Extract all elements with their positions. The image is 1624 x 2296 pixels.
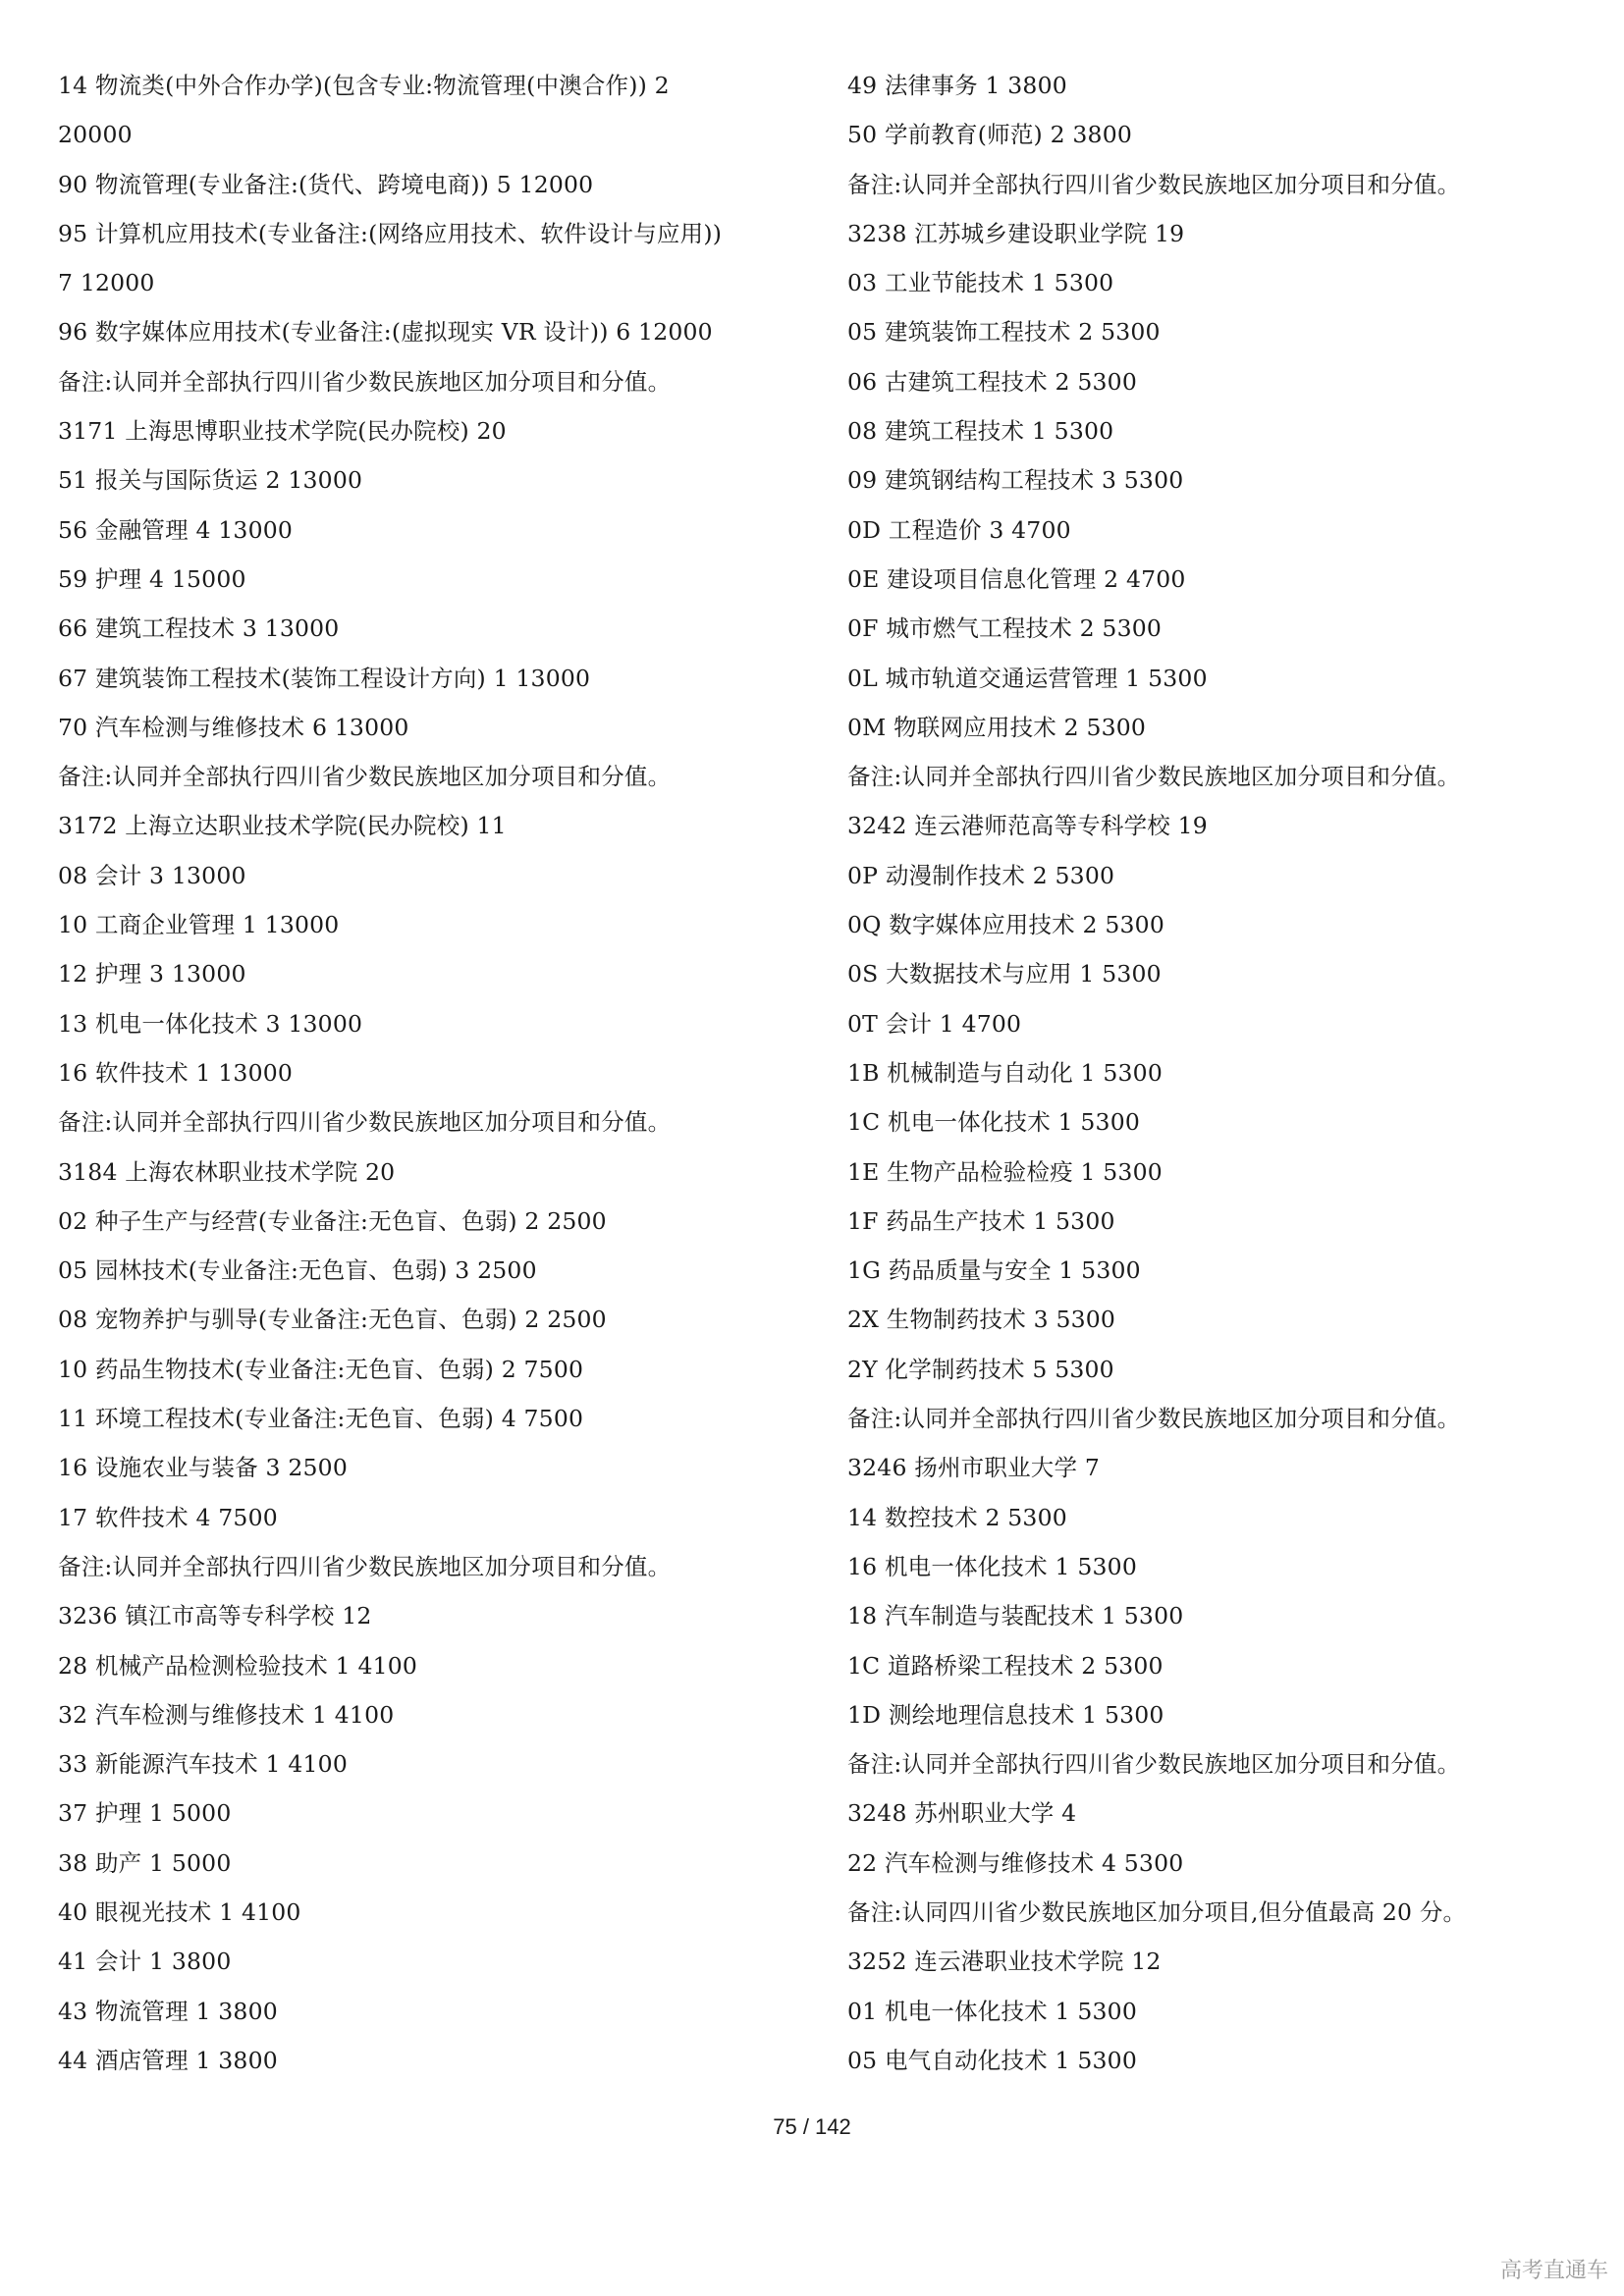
text-line: 0P 动漫制作技术 2 5300 [847,861,1115,889]
watermark-logo: 高考直通车 [1499,2259,1608,2283]
text-line: 01 机电一体化技术 1 5300 [847,1997,1137,2025]
text-line: 2Y 化学制药技术 5 5300 [847,1355,1114,1383]
text-line: 95 计算机应用技术(专业备注:(网络应用技术、软件设计与应用)) [58,219,723,247]
text-line: 16 设施农业与装备 3 2500 [58,1454,348,1482]
text-line: 0F 城市燃气工程技术 2 5300 [847,614,1163,643]
text-line: 3242 连云港师范高等专科学校 19 [847,812,1208,840]
text-line: 3171 上海思博职业技术学院(民办院校) 20 [58,417,507,446]
text-line: 56 金融管理 4 13000 [58,515,294,544]
text-line: 1G 药品质量与安全 1 5300 [847,1256,1141,1285]
text-line: 20000 [58,121,133,149]
text-line: 10 药品生物技术(专业备注:无色盲、色弱) 2 7500 [58,1355,584,1383]
text-line: 14 物流类(中外合作办学)(包含专业:物流管理(中澳合作)) 2 [58,72,670,99]
text-line: 51 报关与国际货运 2 13000 [58,466,363,495]
text-line: 3252 连云港职业技术学院 12 [847,1948,1162,1976]
text-line: 33 新能源汽车技术 1 4100 [58,1750,348,1779]
text-line: 3172 上海立达职业技术学院(民办院校) 11 [58,812,507,840]
text-line: 1E 生物产品检验检疫 1 5300 [847,1157,1163,1186]
text-line: 50 学前教育(师范) 2 3800 [847,121,1133,149]
text-line: 备注:认同并全部执行四川省少数民族地区加分项目和分值。 [58,763,672,791]
text-line: 05 建筑装饰工程技术 2 5300 [847,318,1161,347]
text-line: 1C 道路桥梁工程技术 2 5300 [847,1651,1164,1680]
text-line: 0D 工程造价 3 4700 [847,515,1071,544]
text-line: 16 软件技术 1 13000 [58,1058,294,1087]
text-line: 0T 会计 1 4700 [847,1009,1022,1038]
text-line: 18 汽车制造与装配技术 1 5300 [847,1602,1184,1630]
text-line: 14 数控技术 2 5300 [847,1503,1067,1531]
text-line: 05 电气自动化技术 1 5300 [847,2046,1137,2074]
text-line: 32 汽车检测与维修技术 1 4100 [58,1700,395,1729]
text-line: 22 汽车检测与维修技术 4 5300 [847,1848,1184,1877]
text-line: 3238 江苏城乡建设职业学院 19 [847,219,1185,247]
text-line: 03 工业节能技术 1 5300 [847,269,1114,297]
text-line: 备注:认同并全部执行四川省少数民族地区加分项目和分值。 [58,1552,672,1580]
text-line: 2X 生物制药技术 3 5300 [847,1306,1116,1334]
text-line: 08 建筑工程技术 1 5300 [847,417,1114,446]
text-line: 备注:认同并全部执行四川省少数民族地区加分项目和分值。 [847,1405,1461,1433]
text-line: 备注:认同并全部执行四川省少数民族地区加分项目和分值。 [847,1750,1461,1779]
text-line: 1C 机电一体化技术 1 5300 [847,1108,1140,1137]
text-line: 96 数字媒体应用技术(专业备注:(虚拟现实 VR 设计)) 6 12000 [58,318,713,347]
text-line: 67 建筑装饰工程技术(装饰工程设计方向) 1 13000 [58,664,591,692]
text-line: 3246 扬州市职业大学 7 [847,1454,1100,1482]
text-line: 37 护理 1 5000 [58,1799,232,1828]
text-line: 43 物流管理 1 3800 [58,1997,278,2025]
text-line: 08 会计 3 13000 [58,861,246,889]
text-line: 12 护理 3 13000 [58,960,246,988]
text-line: 44 酒店管理 1 3800 [58,2046,278,2074]
text-line: 备注:认同四川省少数民族地区加分项目,但分值最高 20 分。 [847,1897,1467,1926]
left-column [58,61,804,2085]
text-line: 3248 苏州职业大学 4 [847,1799,1077,1828]
text-line: 0M 物联网应用技术 2 5300 [847,713,1147,741]
text-line: 0S 大数据技术与应用 1 5300 [847,960,1162,988]
text-line: 90 物流管理(专业备注:(货代、跨境电商)) 5 12000 [58,170,594,198]
text-line: 13 机电一体化技术 3 13000 [58,1009,363,1038]
text-line: 备注:认同并全部执行四川省少数民族地区加分项目和分值。 [58,1108,672,1137]
text-line: 0E 建设项目信息化管理 2 4700 [847,564,1186,593]
text-line: 02 种子生产与经营(专业备注:无色盲、色弱) 2 2500 [58,1206,607,1235]
text-line: 49 法律事务 1 3800 [847,72,1067,99]
text-line: 11 环境工程技术(专业备注:无色盲、色弱) 4 7500 [58,1405,584,1433]
text-line: 40 眼视光技术 1 4100 [58,1897,301,1926]
text-line: 备注:认同并全部执行四川省少数民族地区加分项目和分值。 [847,170,1461,198]
right-column [847,61,1594,2085]
page-number: 75 / 142 [773,2114,851,2139]
text-line: 41 会计 1 3800 [58,1948,232,1976]
text-line: 10 工商企业管理 1 13000 [58,911,340,939]
text-line: 28 机械产品检测检验技术 1 4100 [58,1651,418,1680]
text-line: 06 古建筑工程技术 2 5300 [847,367,1137,396]
text-line: 05 园林技术(专业备注:无色盲、色弱) 3 2500 [58,1256,537,1285]
text-line: 38 助产 1 5000 [58,1848,232,1877]
text-line: 备注:认同并全部执行四川省少数民族地区加分项目和分值。 [847,763,1461,791]
text-line: 70 汽车检测与维修技术 6 13000 [58,713,409,741]
text-line: 09 建筑钢结构工程技术 3 5300 [847,466,1184,495]
text-line: 17 软件技术 4 7500 [58,1503,278,1531]
text-line: 1B 机械制造与自动化 1 5300 [847,1058,1163,1087]
text-line: 0L 城市轨道交通运营管理 1 5300 [847,664,1208,692]
text-line: 16 机电一体化技术 1 5300 [847,1552,1137,1580]
text-line: 1D 测绘地理信息技术 1 5300 [847,1700,1164,1729]
text-line: 3236 镇江市高等专科学校 12 [58,1602,372,1630]
text-line: 0Q 数字媒体应用技术 2 5300 [847,911,1164,939]
text-line: 59 护理 4 15000 [58,564,246,593]
text-line: 7 12000 [58,269,155,297]
text-line: 1F 药品生产技术 1 5300 [847,1206,1115,1235]
text-line: 3184 上海农林职业技术学院 20 [58,1157,396,1186]
text-line: 备注:认同并全部执行四川省少数民族地区加分项目和分值。 [58,367,672,396]
text-line: 66 建筑工程技术 3 13000 [58,614,340,643]
text-line: 08 宠物养护与驯导(专业备注:无色盲、色弱) 2 2500 [58,1306,607,1334]
